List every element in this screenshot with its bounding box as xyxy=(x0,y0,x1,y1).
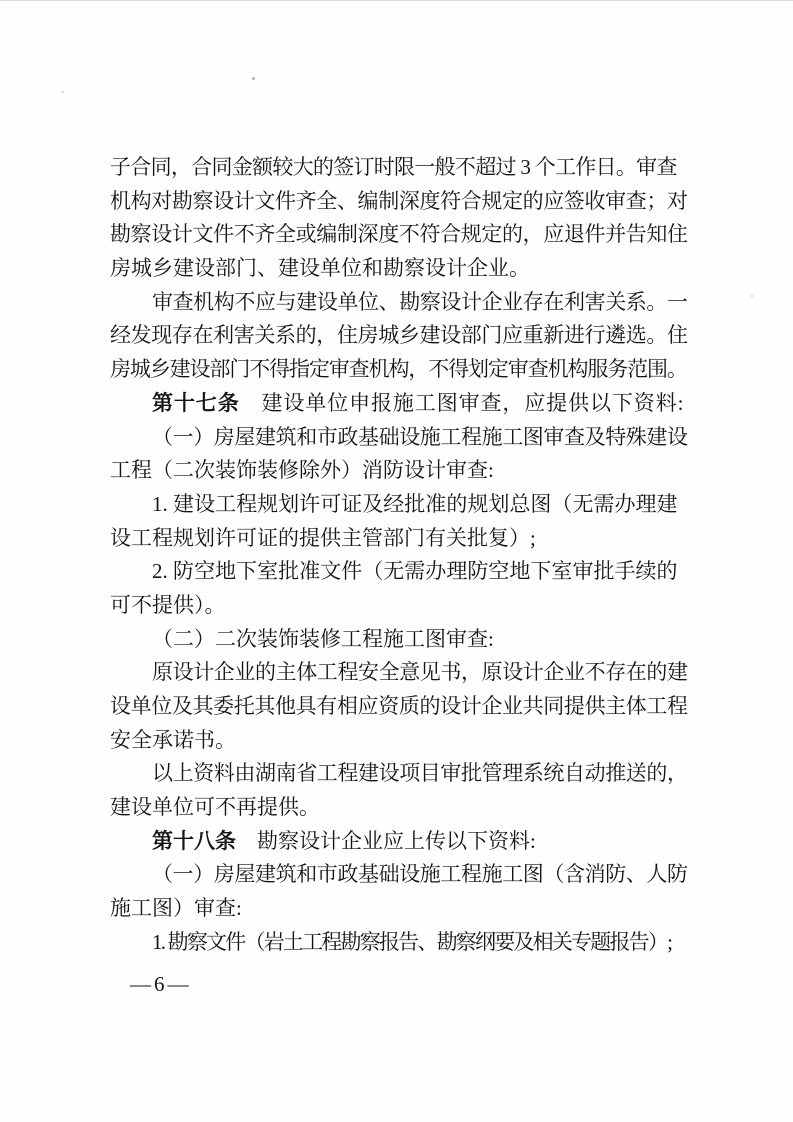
line-text: 勘察设计企业应上传以下资料: xyxy=(236,828,536,853)
line-text: 机构对勘察设计文件齐全、编制深度符合规定的应签收审查；对 xyxy=(110,188,688,213)
line-text: 1. 勘察文件（岩土工程勘察报告、勘察纲要及相关专题报告）; xyxy=(152,929,672,954)
text-line xyxy=(110,488,688,522)
article-number: 第十八条 xyxy=(152,828,236,853)
line-text: 房城乡建设部门、建设单位和勘察设计企业。 xyxy=(110,256,530,281)
page-number: —6— xyxy=(130,972,192,996)
text-line xyxy=(110,555,688,589)
text-line xyxy=(110,858,688,892)
line-text: （一）房屋建筑和市政基础设施工程施工图（含消防、人防 xyxy=(152,862,688,887)
text-line xyxy=(110,724,688,758)
scan-speck xyxy=(62,91,64,93)
text-line xyxy=(110,286,688,320)
line-text: （二）二次装饰装修工程施工图审查: xyxy=(152,626,494,651)
text-line xyxy=(110,151,688,185)
line-text: 1. 建设工程规划许可证及经批准的规划总图（无需办理建 xyxy=(152,491,678,516)
line-text: 原设计企业的主体工程安全意见书，原设计企业不存在的建 xyxy=(152,660,688,685)
text-line xyxy=(110,589,688,623)
text-line xyxy=(110,892,688,926)
text-line xyxy=(110,522,688,556)
line-text: 勘察设计文件不齐全或编制深度不符合规定的，应退件并告知住 xyxy=(110,222,688,247)
line-text: 建设单位可不再提供。 xyxy=(110,795,320,820)
line-text: 以上资料由湖南省工程建设项目审批管理系统自动推送的， xyxy=(152,761,688,786)
line-text: 可不提供）。 xyxy=(110,592,226,617)
line-text: 审查机构不应与建设单位、勘察设计企业存在利害关系。一 xyxy=(152,289,688,314)
scan-edge-artifact xyxy=(0,0,793,1)
line-text: 设工程规划许可证的提供主管部门有关批复）; xyxy=(110,525,536,550)
text-line xyxy=(110,454,688,488)
line-text: 安全承诺书。 xyxy=(110,727,236,752)
text-line xyxy=(110,353,688,387)
text-line xyxy=(110,185,688,219)
text-line xyxy=(110,656,688,690)
line-text: 2. 防空地下室批准文件（无需办理防空地下室审批手续的 xyxy=(152,559,678,584)
line-text: 设单位及其委托其他具有相应资质的设计企业共同提供主体工程 xyxy=(110,694,688,718)
text-line xyxy=(110,757,688,791)
text-line xyxy=(110,218,688,252)
text-line xyxy=(110,421,688,455)
text-line xyxy=(110,926,688,960)
text-line xyxy=(110,252,688,286)
line-text: 工程（二次装饰装修除外）消防设计审查: xyxy=(110,458,494,483)
text-line xyxy=(110,825,688,859)
text-line xyxy=(110,387,688,421)
document-body xyxy=(110,151,688,960)
line-text: 经发现存在利害关系的，住房城乡建设部门应重新进行遴选。住 xyxy=(110,323,688,348)
text-line xyxy=(110,791,688,825)
scan-speck xyxy=(751,295,753,297)
article-number: 第十七条 xyxy=(152,390,240,415)
line-text: 施工图）审查: xyxy=(110,896,242,921)
text-line xyxy=(110,319,688,353)
line-text: 子合同，合同金额较大的签订时限一般不超过 3 个工作日。审查 xyxy=(110,155,677,179)
line-text: 房城乡建设部门不得指定审查机构，不得划定审查机构服务范围。 xyxy=(110,357,687,382)
line-text: 建设单位申报施工图审查，应提供以下资料: xyxy=(239,390,685,415)
text-line xyxy=(110,623,688,657)
text-line xyxy=(110,690,688,724)
line-text: （一）房屋建筑和市政基础设施工程施工图审查及特殊建设 xyxy=(152,424,688,449)
scan-speck xyxy=(252,77,255,80)
